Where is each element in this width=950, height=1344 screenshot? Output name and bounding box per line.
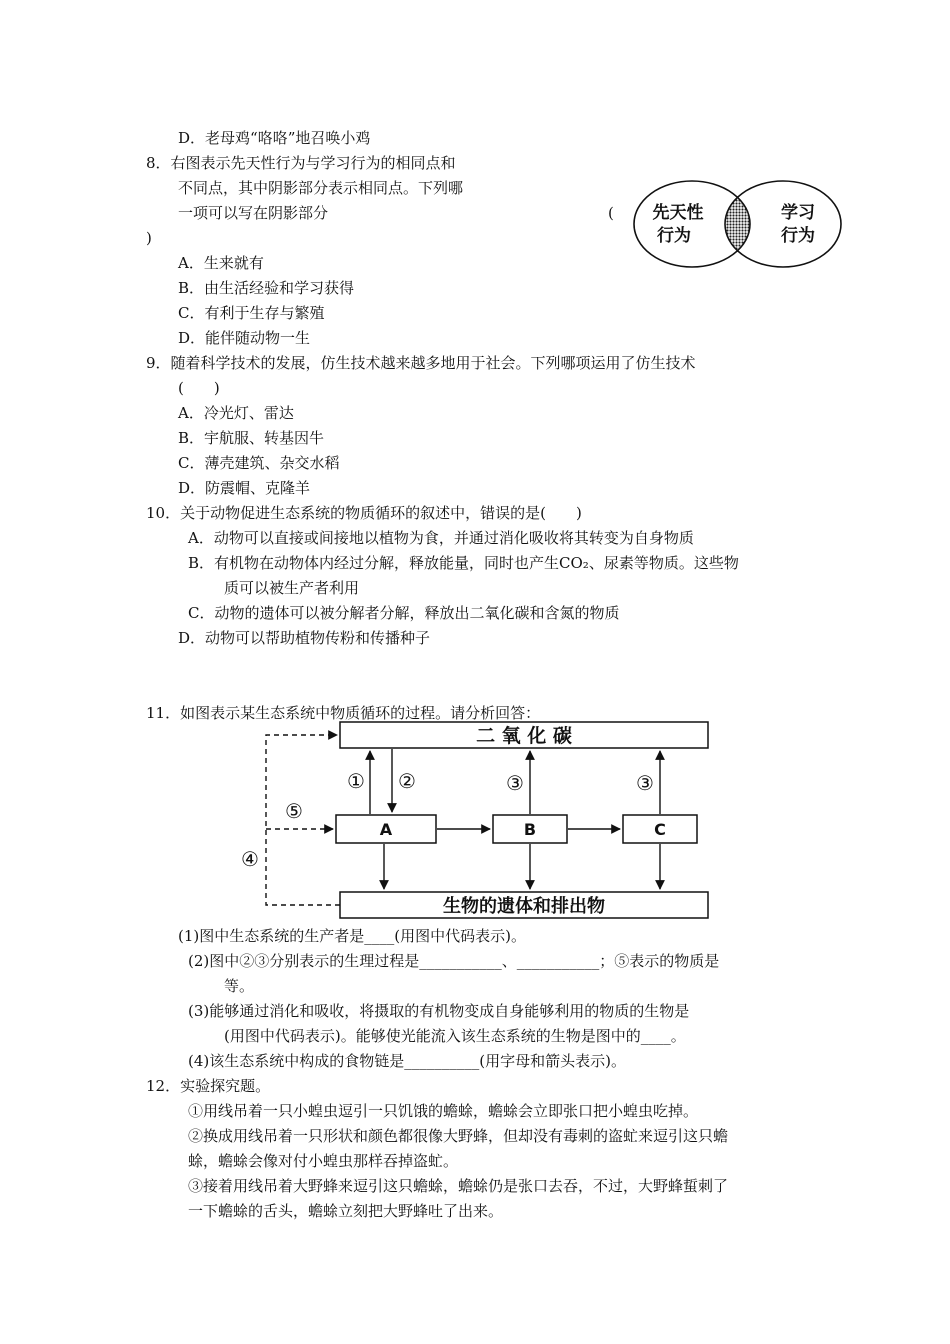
q10-option-a: A．动物可以直接或间接地以植物为食，并通过消化吸收将其转变为自身物质 (188, 529, 694, 547)
label-num-5: ⑤ (285, 799, 303, 823)
label-num-4: ④ (241, 847, 259, 871)
q8-stem-line1: 8．右图表示先天性行为与学习行为的相同点和 (146, 154, 456, 172)
q9-option-b: B．宇航服、转基因牛 (178, 429, 325, 447)
q9-stem: 9．随着科学技术的发展，仿生技术越来越多地用于社会。下列哪项运用了仿生技术 (146, 354, 696, 372)
q10-option-b-line1: B．有机物在动物体内经过分解，释放能量，同时也产生CO₂、尿素等物质。这些物 (188, 554, 739, 572)
label-num-1: ① (347, 769, 365, 793)
q10-option-c: C．动物的遗体可以被分解者分解，释放出二氧化碳和含氮的物质 (188, 604, 620, 622)
carbon-cycle-diagram (238, 718, 718, 923)
q11-sub3-line2: (用图中代码表示)。能够使光能流入该生态系统的生物是图中的____。 (224, 1027, 686, 1045)
q9-option-c: C．薄壳建筑、杂交水稻 (178, 454, 340, 472)
q11-sub2-line2: 等。 (224, 977, 255, 995)
remains-box-label: 生物的遗体和排出物 (443, 896, 605, 917)
q12-item3-line1: ③接着用线吊着大野蜂来逗引这只蟾蜍，蟾蜍仍是张口去吞，不过，大野蜂蜇刺了 (188, 1177, 729, 1195)
q11-stem: 11．如图表示某生态系统中物质循环的过程。请分析回答： (146, 704, 541, 722)
q9-paren: ( ) (178, 379, 220, 397)
q9-option-d: D．防震帽、克隆羊 (178, 479, 311, 497)
q12-item2-line2: 蜍，蟾蜍会像对付小蝗虫那样吞掉盗虻。 (188, 1152, 459, 1170)
venn-diagram (630, 178, 845, 270)
q9-option-a: A．冷光灯、雷达 (178, 404, 294, 422)
q12-stem: 12．实验探究题。 (146, 1077, 271, 1095)
q11-sub3-line1: (3)能够通过消化和吸收，将摄取的有机物变成自身能够利用的物质的生物是 (188, 1002, 690, 1020)
q11-sub1: (1)图中生态系统的生产者是____(用图中代码表示)。 (178, 927, 526, 945)
q8-option-a: A．生来就有 (178, 254, 264, 272)
q10-stem: 10．关于动物促进生态系统的物质循环的叙述中，错误的是( ) (146, 504, 582, 522)
venn-left-label-1: 先天性 (652, 203, 704, 223)
venn-left-label-2: 行为 (657, 226, 691, 246)
q8-option-c: C．有利于生存与繁殖 (178, 304, 325, 322)
label-num-2: ② (398, 769, 416, 793)
label-num-3-c: ③ (636, 771, 654, 795)
label-num-3-b: ③ (506, 771, 524, 795)
q8-stem-line2: 不同点，其中阴影部分表示相同点。下列哪 (178, 179, 464, 197)
venn-right-label-1: 学习 (781, 203, 815, 223)
node-b-label: B (523, 820, 537, 839)
q7-option-d: D．老母鸡“咯咯”地召唤小鸡 (178, 129, 371, 147)
q12-item1: ①用线吊着一只小蝗虫逗引一只饥饿的蟾蜍，蟾蜍会立即张口把小蝗虫吃掉。 (188, 1102, 699, 1120)
q8-stem-line3: 一项可以写在阴影部分 (178, 204, 329, 222)
q12-item3-line2: 一下蟾蜍的舌头，蟾蜍立刻把大野蜂吐了出来。 (188, 1202, 504, 1220)
q11-sub2-line1: (2)图中②③分别表示的生理过程是___________、___________；⑤表示的物质是 (188, 952, 720, 970)
q10-option-b-line2: 质可以被生产者利用 (224, 579, 360, 597)
venn-right-label-2: 行为 (781, 226, 815, 246)
node-c-label: C (654, 820, 666, 839)
q8-option-b: B．由生活经验和学习获得 (178, 279, 355, 297)
q11-sub4: (4)该生态系统中构成的食物链是__________(用字母和箭头表示)。 (188, 1052, 626, 1070)
q12-item2-line1: ②换成用线吊着一只形状和颜色都很像大野蜂，但却没有毒刺的盗虻来逗引这只蟾 (188, 1127, 729, 1145)
q8-paren-close: ) (146, 229, 152, 247)
node-a-label: A (379, 820, 393, 839)
q8-option-d: D．能伴随动物一生 (178, 329, 311, 347)
q8-paren-open: ( (608, 204, 614, 222)
co2-box-label: 二 氧 化 碳 (476, 725, 572, 747)
dashed-arrow-4 (266, 735, 340, 905)
q10-option-d: D．动物可以帮助植物传粉和传播种子 (178, 629, 431, 647)
